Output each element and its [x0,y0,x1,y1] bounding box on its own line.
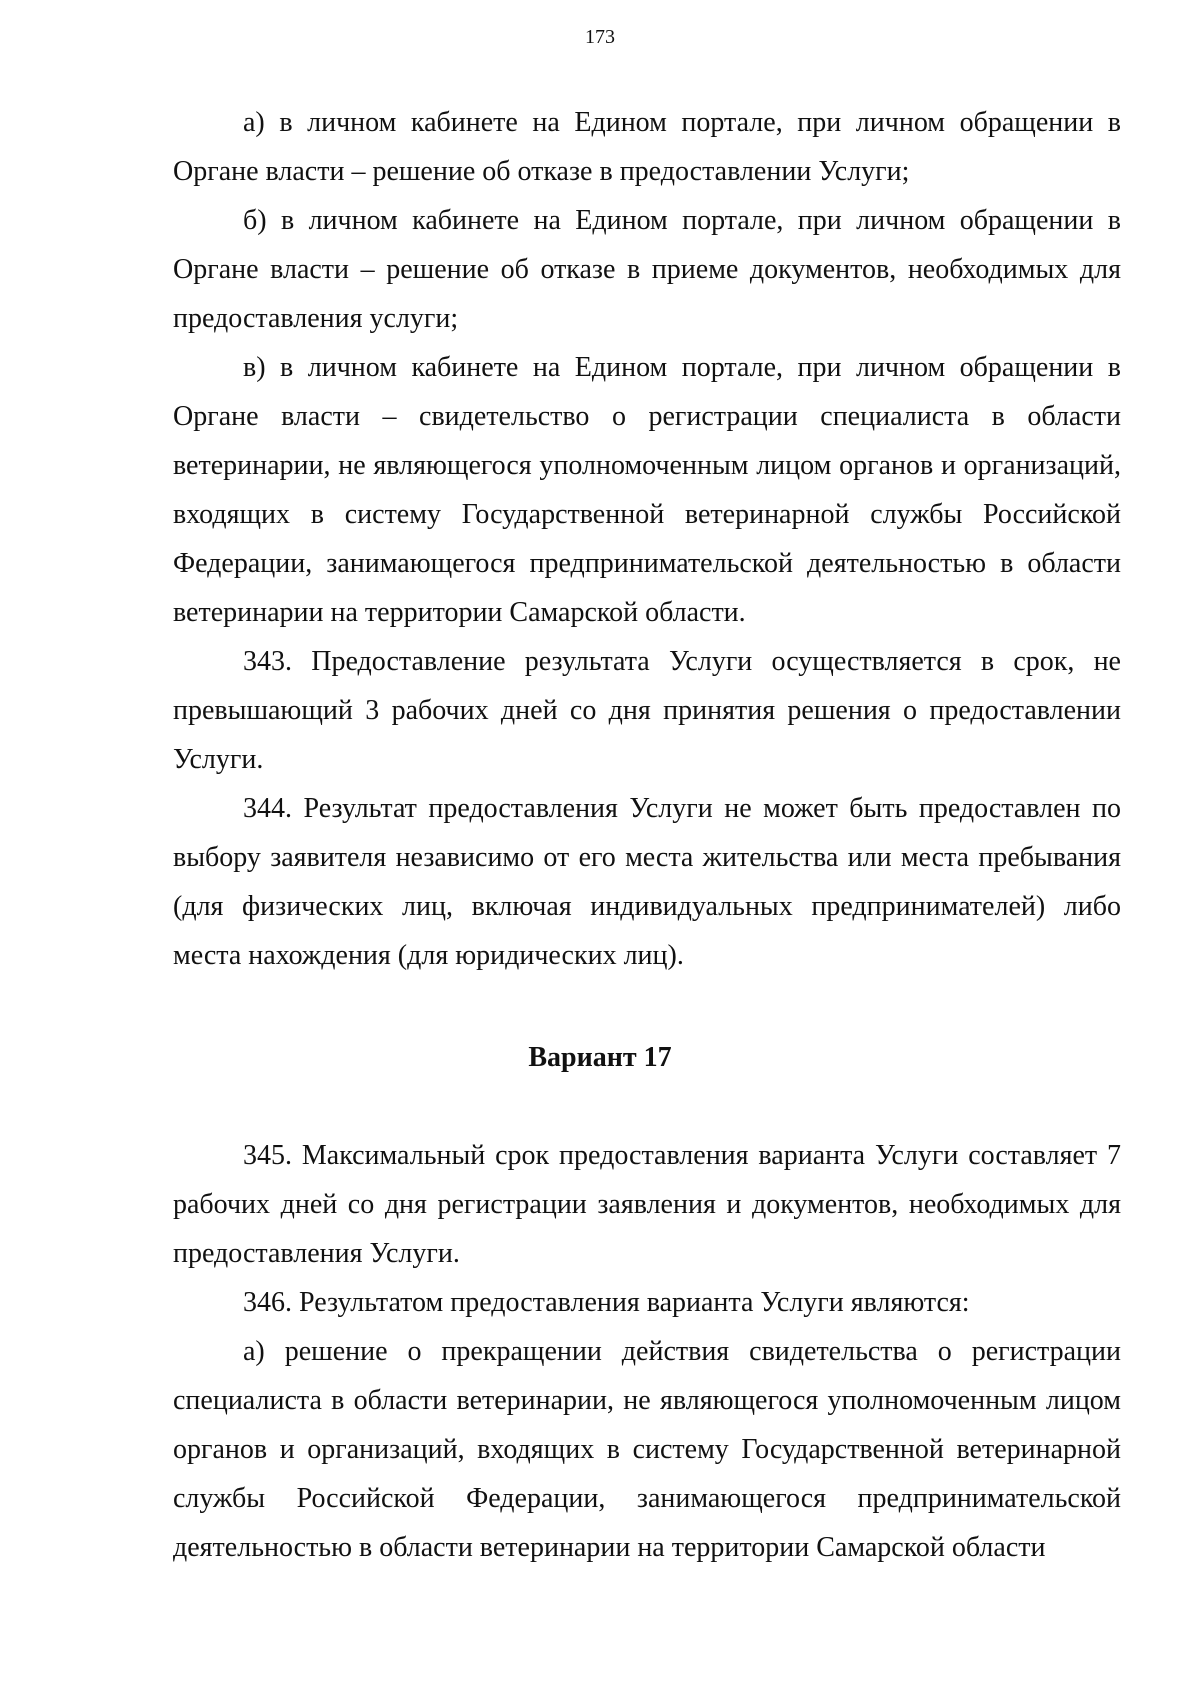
paragraph-a-refusal-decision: а) в личном кабинете на Едином портале, при личном обращении в Органе власти – решение об отказе в предоставлении Услуги; [173,107,1121,187]
paragraph-346-a: а) решение о прекращении действия свидетельства о регистрации специалиста в области ветеринарии, не являющегося уполномоченным лицом органов и организаций, входящих в систему Государственной ветеринарной службы Российской Федерации, занимающегося предпринимательской деятельностью в области ветеринарии на территории Самарской области [173,1336,1121,1563]
paragraph-343: 343. Предоставление результата Услуги осуществляется в срок, не превышающий 3 рабочих дней со дня принятия решения о предоставлении Услуги. [173,646,1121,775]
page-number: 173 [585,26,615,48]
paragraph-345: 345. Максимальный срок предоставления варианта Услуги составляет 7 рабочих дней со дня регистрации заявления и документов, необходимых для предоставления Услуги. [173,1140,1121,1269]
document-body-top [173,98,1121,980]
paragraph-b-refusal-documents: б) в личном кабинете на Едином портале, при личном обращении в Органе власти – решение об отказе в приеме документов, необходимых для предоставления услуги; [173,205,1121,334]
paragraph-346: 346. Результатом предоставления варианта Услуги являются: [243,1287,970,1318]
paragraph-344: 344. Результат предоставления Услуги не может быть предоставлен по выбору заявителя независимо от его места жительства или места пребывания (для физических лиц, включая индивидуальных предпринимателей) либо места нахождения (для юридических лиц). [173,793,1121,971]
variant-heading: Вариант 17 [528,1042,672,1073]
paragraph-v-certificate: в) в личном кабинете на Едином портале, при личном обращении в Органе власти – свидетельство о регистрации специалиста в области ветеринарии, не являющегося уполномоченным лицом органов и организаций, входящих в систему Государственной ветеринарной службы Российской Федерации, занимающегося предпринимательской деятельностью в области ветеринарии на территории Самарской области. [173,352,1121,628]
document-body-bottom [173,1131,1121,1572]
